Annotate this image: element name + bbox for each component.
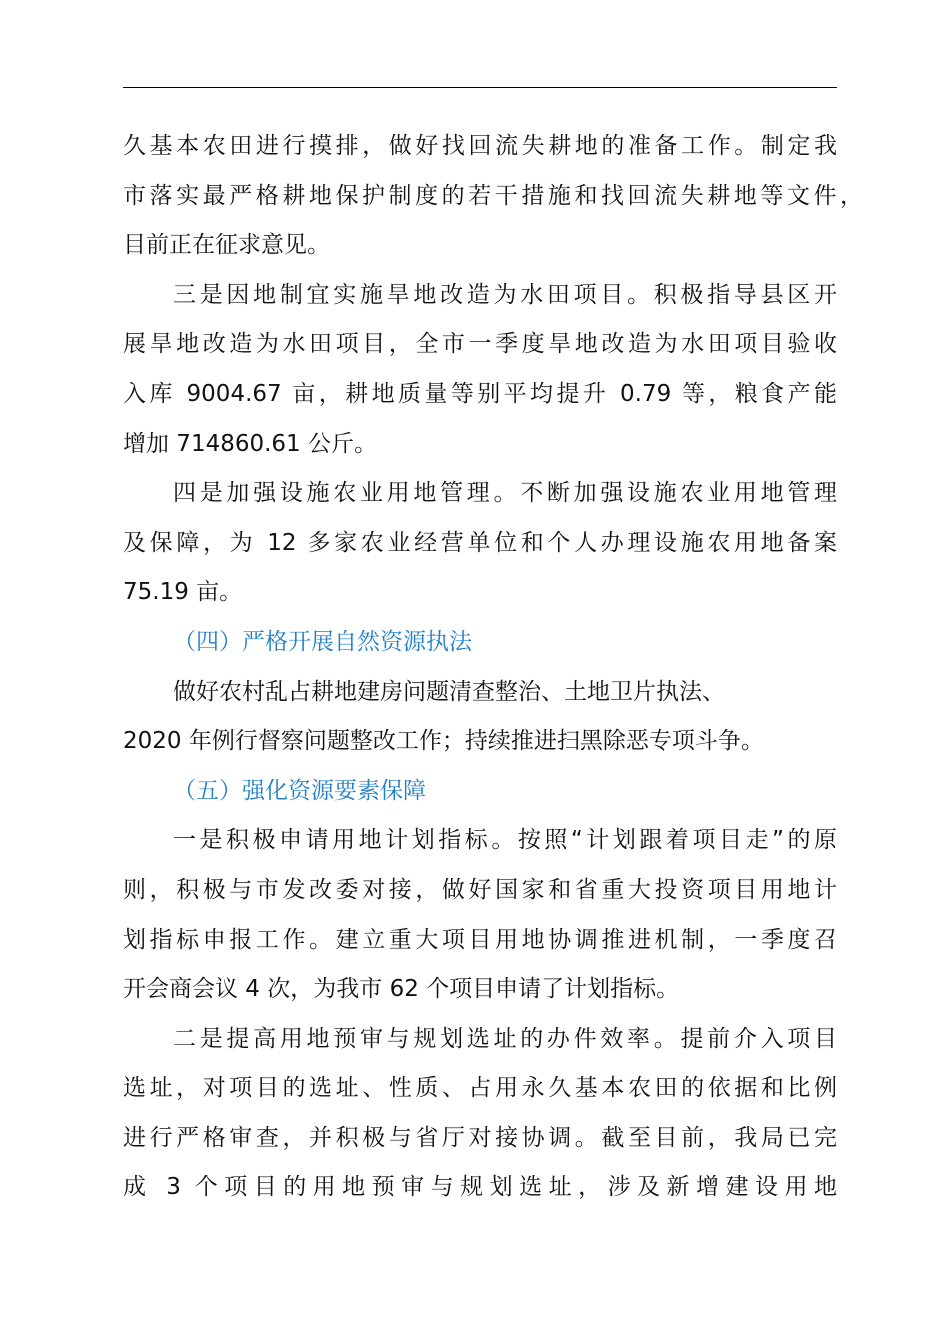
- text-line: 开会商会议 4 次，为我市 62 个项目申请了计划指标。: [123, 976, 680, 1003]
- text-line: 市落实最严格耕地保护制度的若干措施和找回流失耕地等文件，: [123, 182, 863, 209]
- header-rule: [123, 87, 837, 88]
- text-line: 入库 9004.67 亩，耕地质量等别平均提升 0.79 等，粮食产能: [123, 380, 837, 407]
- text-line: 进行严格审查，并积极与省厅对接协调。截至目前，我局已完: [123, 1124, 837, 1151]
- text-line: 划指标申报工作。建立重大项目用地协调推进机制，一季度召: [123, 926, 837, 953]
- text-line: 增加 714860.61 公斤。: [123, 430, 377, 457]
- text-line: 久基本农田进行摸排，做好找回流失耕地的准备工作。制定我: [123, 133, 837, 159]
- text-line: 及保障，为 12 多家农业经营单位和个人办理设施农用地备案: [123, 529, 837, 556]
- paragraph-start-line: 四是加强设施农业用地管理。不断加强设施农业用地管理: [173, 480, 837, 507]
- text-line: 75.19 亩。: [123, 579, 243, 606]
- text-line: 选址，对项目的选址、性质、占用永久基本农田的依据和比例: [123, 1075, 837, 1102]
- document-body: [123, 122, 863, 1213]
- paragraph-start-line: 二是提高用地预审与规划选址的办件效率。提前介入项目: [173, 1025, 837, 1052]
- paragraph-start-line: 一是积极申请用地计划指标。按照“计划跟着项目走”的原: [173, 827, 837, 854]
- section-heading-4: （四）严格开展自然资源执法: [173, 628, 472, 655]
- text-line: 2020 年例行督察问题整改工作；持续推进扫黑除恶专项斗争。: [123, 728, 764, 755]
- text-line: 目前正在征求意见。: [123, 232, 330, 259]
- paragraph-start-line: 做好农村乱占耕地建房问题清查整治、土地卫片执法、: [173, 678, 725, 705]
- paragraph-start-line: 三是因地制宜实施旱地改造为水田项目。积极指导县区开: [173, 281, 837, 308]
- text-line: 成 3 个项目的用地预审与规划选址，涉及新增建设用地: [123, 1174, 837, 1201]
- section-heading-5: （五）强化资源要素保障: [173, 777, 426, 804]
- text-line: 展旱地改造为水田项目，全市一季度旱地改造为水田项目验收: [123, 331, 837, 358]
- text-line: 则，积极与市发改委对接，做好国家和省重大投资项目用地计: [123, 876, 837, 903]
